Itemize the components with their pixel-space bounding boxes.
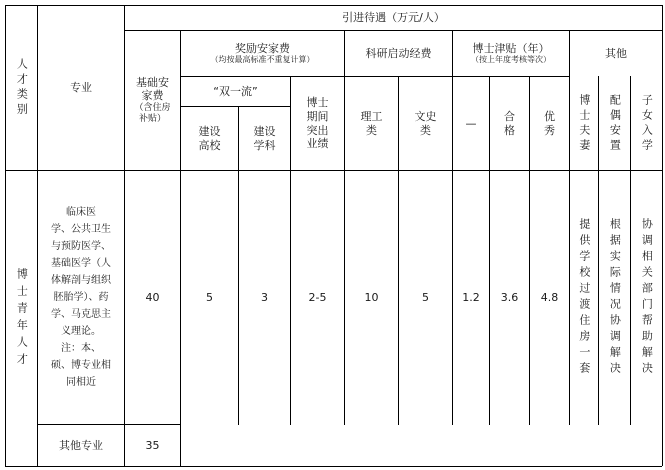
row-placement-text: 根据实际情况协调解决 bbox=[608, 217, 622, 378]
row-base-fee-text: 40 bbox=[145, 290, 160, 304]
row-lit-hist-text: 5 bbox=[422, 290, 429, 304]
header-major-text: 专业 bbox=[70, 81, 92, 95]
header-sci-eng-line1: 理工 bbox=[360, 109, 383, 123]
header-build-subject-line2: 学科 bbox=[253, 138, 276, 152]
header-lit-hist-line2: 类 bbox=[420, 123, 431, 137]
row-grade-3-text: 4.8 bbox=[540, 290, 559, 304]
header-grade-2-line1: 合 bbox=[504, 109, 515, 123]
header-phd-period-line3: 突出 bbox=[306, 123, 329, 137]
row-lit-hist bbox=[399, 171, 452, 424]
row2-base-fee bbox=[125, 425, 180, 466]
row-build-subject bbox=[239, 171, 290, 424]
header-reward-text: 奖励安家费 bbox=[235, 41, 290, 55]
row-category-text: 博士青年人才 bbox=[15, 267, 29, 370]
row-major-line: 临床医 bbox=[66, 207, 96, 218]
header-base-fee-line4: 补贴） bbox=[138, 114, 166, 125]
header-children bbox=[631, 77, 662, 170]
header-build-school-line1: 建设 bbox=[198, 124, 221, 138]
header-base-fee-line1: 基础安 bbox=[136, 75, 169, 89]
header-build-school-line2: 高校 bbox=[198, 138, 221, 152]
header-build-school bbox=[181, 107, 238, 170]
header-phd-period-line4: 业绩 bbox=[306, 137, 329, 151]
header-subsidy-text: 博士津贴（年） bbox=[472, 41, 550, 55]
header-sci-eng-line2: 类 bbox=[366, 123, 377, 137]
header-grade-2 bbox=[490, 77, 529, 170]
row-build-school-text: 5 bbox=[206, 290, 213, 304]
row-major-line: 体解剖与组织 bbox=[51, 275, 111, 286]
header-base-fee bbox=[125, 31, 180, 170]
row-sci-eng-text: 10 bbox=[364, 290, 379, 304]
header-children-text: 子女入学 bbox=[640, 93, 654, 154]
header-category bbox=[6, 6, 37, 170]
row-build-school bbox=[181, 171, 238, 424]
row-major-line: 学、马克思主 bbox=[51, 309, 111, 320]
row-build-subject-text: 3 bbox=[261, 290, 268, 304]
row-phd-period bbox=[291, 171, 344, 424]
row-placement bbox=[599, 171, 630, 424]
header-base-fee-line3: （含住房 bbox=[134, 103, 171, 113]
row-major-line: 硕、博专业相 bbox=[51, 360, 111, 371]
header-grade-1 bbox=[453, 77, 489, 170]
header-treatment bbox=[125, 6, 662, 30]
row-major-line: 与预防医学、 bbox=[51, 241, 111, 252]
row-children-text: 协调相关部门帮助解决 bbox=[640, 217, 654, 378]
row-spouse-text: 提供学校过渡住房一套 bbox=[577, 217, 591, 378]
header-treatment-text: 引进待遇（万元/人） bbox=[342, 11, 445, 25]
row2-major bbox=[38, 425, 124, 466]
header-phd-period-line1: 博士 bbox=[306, 96, 329, 109]
header-sci-eng bbox=[345, 77, 398, 170]
header-spouse bbox=[570, 77, 598, 170]
header-spouse-text: 博士夫妻 bbox=[577, 93, 591, 154]
row-phd-period-text: 2-5 bbox=[308, 290, 327, 304]
header-subsidy bbox=[453, 31, 569, 76]
row-major-line: 义理论。 bbox=[61, 326, 101, 337]
row2-base-fee-text: 35 bbox=[145, 438, 160, 452]
header-grade-3 bbox=[530, 77, 569, 170]
header-placement bbox=[599, 77, 630, 170]
header-research bbox=[345, 31, 452, 76]
row-grade-1 bbox=[453, 171, 489, 424]
row-sci-eng bbox=[345, 171, 398, 424]
header-other bbox=[570, 31, 662, 76]
row-base-fee bbox=[125, 171, 180, 424]
row2-major-text: 其他专业 bbox=[59, 438, 103, 452]
row-major bbox=[38, 171, 124, 424]
header-lit-hist bbox=[399, 77, 452, 170]
row-grade-2 bbox=[490, 171, 529, 424]
row-spouse bbox=[570, 171, 598, 424]
row-grade-1-text: 1.2 bbox=[462, 290, 480, 304]
header-build-subject bbox=[239, 107, 290, 170]
header-grade-1-text: — bbox=[465, 116, 477, 130]
header-base-fee-line2: 家费 bbox=[141, 89, 164, 103]
row-children bbox=[631, 171, 662, 424]
row-grade-2-text: 3.6 bbox=[500, 290, 519, 304]
header-grade-3-line1: 优 bbox=[544, 109, 555, 123]
row-category bbox=[6, 171, 37, 466]
header-grade-2-line2: 格 bbox=[504, 123, 515, 137]
header-major bbox=[38, 6, 124, 170]
header-phd-period-line2: 期间 bbox=[306, 109, 329, 123]
header-double-first bbox=[181, 77, 290, 106]
header-category-text: 人才类别 bbox=[15, 58, 29, 118]
header-lit-hist-line1: 文史 bbox=[414, 109, 437, 123]
row-major-line: 胚胎学）、药 bbox=[53, 292, 109, 303]
row-major-line: 基础医学（人 bbox=[51, 258, 111, 269]
header-research-text: 科研启动经费 bbox=[365, 46, 432, 60]
header-other-text: 其他 bbox=[605, 46, 627, 60]
header-build-subject-line1: 建设 bbox=[253, 124, 276, 138]
row-major-line: 学、公共卫生 bbox=[51, 224, 111, 235]
header-grade-3-line2: 秀 bbox=[544, 123, 555, 137]
header-reward-note: （均按最高标准不重复计算） bbox=[210, 55, 315, 65]
header-placement-text: 配偶安置 bbox=[608, 93, 622, 154]
row-major-line: 注：本、 bbox=[61, 343, 101, 354]
header-subsidy-note: （按上年度考核等次） bbox=[471, 55, 551, 65]
row-major-line: 同相近 bbox=[66, 377, 96, 388]
header-phd-period bbox=[291, 77, 344, 170]
row-grade-3 bbox=[530, 171, 569, 424]
header-reward bbox=[181, 31, 344, 76]
header-double-first-text: “双一流” bbox=[213, 84, 258, 98]
